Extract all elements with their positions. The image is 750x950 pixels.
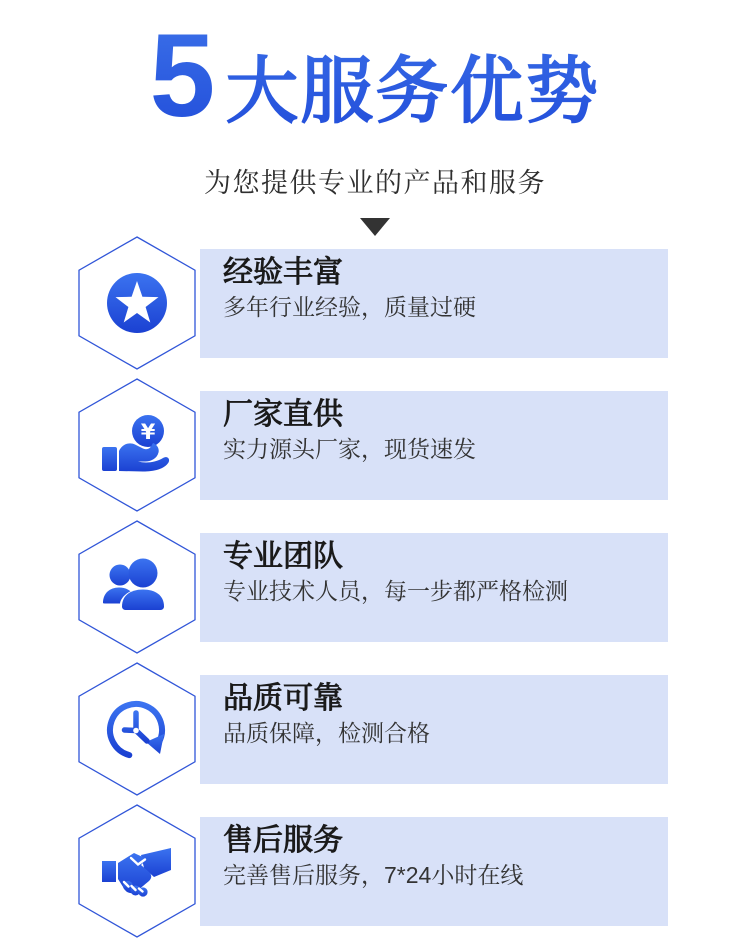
team-icon [97, 547, 177, 627]
advantage-title: 专业团队 [223, 540, 343, 573]
advantage-card [200, 249, 668, 358]
page-title [0, 0, 750, 165]
advantage-desc: 品质保障，检测合格 [223, 720, 430, 746]
advantage-card [200, 675, 668, 784]
advantage-row-team [0, 520, 750, 654]
hexagon-badge [78, 236, 196, 370]
header [0, 0, 750, 236]
advantages-list [0, 236, 750, 946]
page-subtitle: 为您提供专业的产品和服务 [204, 168, 546, 198]
advantage-desc: 完善售后服务，7*24小时在线 [223, 862, 524, 888]
advantage-row-factory [0, 378, 750, 512]
star-icon [97, 263, 177, 343]
title-text: 大服务优势 [225, 51, 601, 132]
handshake-icon [97, 831, 177, 911]
hexagon-badge [78, 662, 196, 796]
advantage-card [200, 817, 668, 926]
advantage-desc: 专业技术人员，每一步都严格检测 [223, 578, 568, 604]
advantage-card [200, 533, 668, 642]
advantage-title: 经验丰富 [223, 256, 343, 289]
advantage-row-experience [0, 236, 750, 370]
advantage-title: 售后服务 [223, 824, 343, 857]
advantage-title: 厂家直供 [223, 398, 343, 431]
hand-coin-icon [97, 405, 177, 485]
advantage-row-quality [0, 662, 750, 796]
advantage-title: 品质可靠 [223, 682, 343, 715]
down-triangle-icon [360, 218, 390, 236]
advantage-desc: 实力源头厂家，现货速发 [223, 436, 476, 462]
hexagon-badge [78, 804, 196, 938]
advantage-desc: 多年行业经验，质量过硬 [223, 294, 476, 320]
svg-text:¥: ¥ [140, 420, 156, 444]
clock-icon [97, 689, 177, 769]
advantage-row-aftersales [0, 804, 750, 938]
advantage-card [200, 391, 668, 500]
title-number: 5 [149, 10, 216, 142]
hexagon-badge [78, 520, 196, 654]
hexagon-badge [78, 378, 196, 512]
